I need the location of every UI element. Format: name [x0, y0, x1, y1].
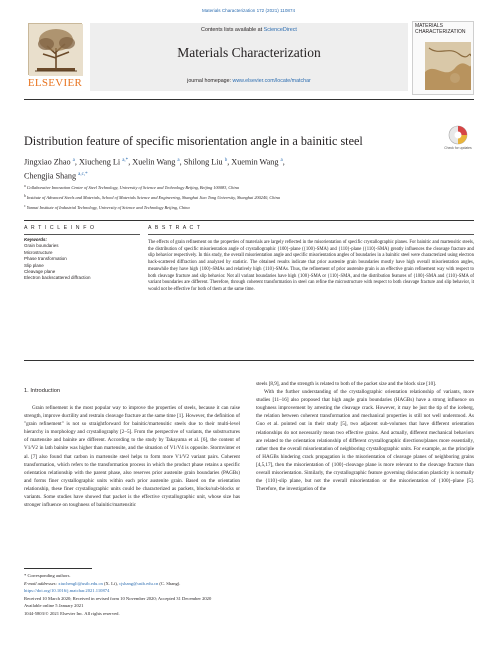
keyword: Slip plane [24, 262, 44, 268]
publisher-name: ELSEVIER [27, 77, 83, 89]
body-paragraph: With the further understanding of the crystallographic orientation relationship of variants, more studies [11–16] also proposed that high angle grain boundaries (HAGBs) have a strong influence on toughness improvement by arresting the cleavage crack. However, it may be just the tip of the iceberg, the relation between coherent transformation and mechanical properties is still not well understood. As Guo et al. pointed out in their study [5], two adjacent sub-volumes that have different orientation relationships do not necessarily mean two effective grains. And actually, different mechanical behaviors are related to the orientation relationship of different crystallographic directions/planes more essentially, rather then the overall misorientation of neighboring crystallographic units. For example, as the principle of HAGBs hindering crack propagation is the misorientation of cleavage planes of neighboring grains [4,5,17], then the misorientation of {100}-cleavage plane is more relevant to the cleavage fracture than overall misorientation. Similarly, the crystallographic feature governing dislocation plasticity is normally the {110}-slip plane, but not the overall misorientation or the misorientation of {100}-plane [5]. Therefore, the investigation of the [256, 389, 474, 493]
email-line [24, 580, 474, 588]
author-name[interactable]: Jingxiao Zhao [24, 157, 71, 167]
email-link[interactable]: cjshang@ustb.edu.cn [119, 580, 159, 586]
cover-art-image [425, 42, 471, 90]
info-rule [24, 234, 140, 235]
affiliations [24, 182, 464, 212]
article-title: Distribution feature of specific misorientation angle in a bainitic steel [24, 134, 363, 148]
author-affiliation-mark[interactable]: b [224, 158, 228, 163]
abstract-rule [148, 234, 474, 235]
received-dates: Received 10 March 2020; Received in revised form 10 November 2020; Accepted 31 December 2020 [24, 595, 212, 601]
corresponding-note: * Corresponding authors. [24, 573, 71, 578]
author-list: Jingxiao Zhao $^a$, Xiucheng Li $^{a,*}$, Xuelin Wang $^a$, Shilong Liu $^b$, Xuemin Wang $^a$, Chengjia Shang $^{a,c,*}$ [24, 157, 285, 181]
affiliation-text: Collaborative Innovation Center of Steel Technology, University of Science and Technology Beijing, Beijing 100083, China [26, 185, 239, 190]
homepage-prefix: journal homepage: [187, 78, 233, 84]
keyword: Electron backscattered diffraction [24, 275, 91, 281]
affiliation-mark: c [24, 204, 26, 208]
affiliation-mark: a [24, 184, 26, 188]
elsevier-tree-icon [28, 23, 82, 75]
author-affiliation-mark[interactable]: a [280, 158, 283, 163]
author-name[interactable]: Xiucheng Li [79, 157, 121, 167]
homepage-line [90, 78, 408, 84]
keyword: Grain boundaries [24, 243, 59, 249]
contents-box [90, 23, 408, 91]
journal-cover-thumbnail[interactable] [412, 21, 474, 95]
email-owner: (C. Shang). [159, 580, 181, 586]
keywords-heading: Keywords: [24, 237, 48, 242]
keywords-block [24, 237, 140, 282]
journal-reference[interactable]: Materials Characterization 172 (2021) 110874 [201, 8, 296, 13]
author-name[interactable]: Shilong Liu [183, 157, 223, 167]
elsevier-logo[interactable] [24, 21, 86, 95]
abstract-bottom-divider [24, 360, 474, 361]
email-label: E-mail addresses: [24, 580, 58, 586]
affiliation-mark: b [24, 194, 26, 198]
contents-line [90, 27, 408, 33]
author-name[interactable]: Xuemin Wang [231, 157, 279, 167]
sciencedirect-link[interactable]: ScienceDirect [263, 27, 297, 33]
journal-masthead [24, 21, 474, 100]
section-heading: 1. Introduction [24, 388, 61, 394]
affiliation-text: Yunnai Institute of Industrial Technology, University of Science and Technology Beijing, China [26, 205, 190, 210]
email-link[interactable]: xiuchengli@ustb.edu.cn [58, 580, 103, 586]
crossmark-icon [442, 124, 474, 146]
journal-title[interactable]: Materials Characterization [177, 45, 321, 60]
affiliation-line [24, 202, 464, 212]
author-affiliation-mark[interactable]: a [72, 158, 75, 163]
abstract-heading: A B S T R A C T [148, 225, 202, 231]
email-owner: (X. Li), [104, 580, 118, 586]
keyword: Cleavage plane [24, 269, 56, 275]
affiliation-line [24, 192, 464, 202]
body-column-left [24, 404, 240, 509]
abstract-text: The effects of grain refinement on the properties of materials are largely reflected in the misorientation of specific crystallographic planes. For bainitic and martensitic steels, the distribution of specific misorientation angle of crystallographic {100}-plane ({100}-SMA) and {110}-plane ({110}-SMA) greatly influences the cleavage fracture and slip behavior respectively. In this study, the overall misorientation angle and specific misorientation angles of boundaries in a bainitic steel were characterized using electron back-scattered diffraction and analyzed by statistic. The obtained results indicate that prior austenite grain boundaries mostly have high overall misorientation angles, meanwhile they have high {100}-SMAs and relatively high {110}-SMAs. Thus, the refinement of prior austenite grain is an effective grain refinement way with respect to both cleavage fracture and slip behavior. Not all variant boundaries have high {100}-SMA or {110}-SMA, and the distribution features of {100}-SMA and {110}-SMA of variant boundaries are different. Therefore, through coherent transformation in steel can refine the microstructure with respect to both cleavage fracture and slip behavior, it would not be effective for both of them at the same time. [148, 240, 474, 292]
footnotes [24, 572, 474, 618]
keyword: Phase transformation [24, 256, 67, 262]
author-name[interactable]: Xuelin Wang [132, 157, 176, 167]
crossmark-label: Check for updates [444, 146, 472, 150]
doi-link[interactable]: https://doi.org/10.1016/j.matchar.2021.110874 [24, 588, 110, 594]
check-for-updates-badge[interactable] [442, 124, 474, 156]
copyright-line: 1044-5803/© 2021 Elsevier Inc. All rights reserved. [24, 610, 120, 616]
section-divider [24, 220, 474, 221]
body-paragraph: Grain refinement is the most popular way to improve the properties of steels, because it can raise strength, improve ductility and restrain cleavage fracture at the same time [1]. However, the definition of "grain refinement" is not so straightforward for bainitic/martensitic steels due to their multi-level hierarchy in morphology and crystallography [2–5]. From the perspective of variants, the substructures of martensite and bainite are different. According to the study by Takayama et al. [6], the content of V1/V2 in lath bainite was higher than martensite, and the situation of V1/V4 is opposite. Stormvinter et al. [7] also found that carbon in martensite steel helps to form more V1/V2 variant pairs. Coherent transformation, which refers to the transformation process in which the product phase retains a specific orientation relationship with the parent phase, also reserves prior austenite grain boundaries (PAGBs) and forms finer crystallographic units within each prior austenite grain. Based on the orientation relationship, these finer crystallographic units could be characterized as packets, blocks/sub-blocks or variants. Some studies have showed that packet is the effective crystallographic unit, whose size has stronger influence on toughness of bainitic/martensitic [24, 405, 240, 509]
author-affiliation-mark[interactable]: a,c,* [78, 172, 88, 177]
footnote-rule [24, 568, 92, 569]
author-affiliation-mark[interactable]: a,* [122, 158, 129, 163]
body-column-right [256, 380, 474, 493]
body-paragraph: steels [8,9], and the strength is related to both of the packet size and the block size [10]. [256, 381, 437, 387]
author-affiliation-mark[interactable]: a [177, 158, 180, 163]
cover-title: MATERIALS CHARACTERIZATION [415, 23, 466, 35]
contents-prefix: Contents lists available at [201, 27, 264, 33]
article-info-heading: A R T I C L E I N F O [24, 225, 96, 231]
affiliation-line [24, 182, 464, 192]
affiliation-text: Institute of Advanced Steels and Materials, School of Materials Science and Engineering, Shanghai Jiao Tong University, Shanghai 200240, China [26, 195, 280, 200]
author-name[interactable]: Chengjia Shang [24, 171, 77, 181]
keyword: Microstructure [24, 249, 53, 255]
available-online: Available online 5 January 2021 [24, 603, 84, 609]
homepage-link[interactable]: www.elsevier.com/locate/matchar [232, 78, 311, 84]
